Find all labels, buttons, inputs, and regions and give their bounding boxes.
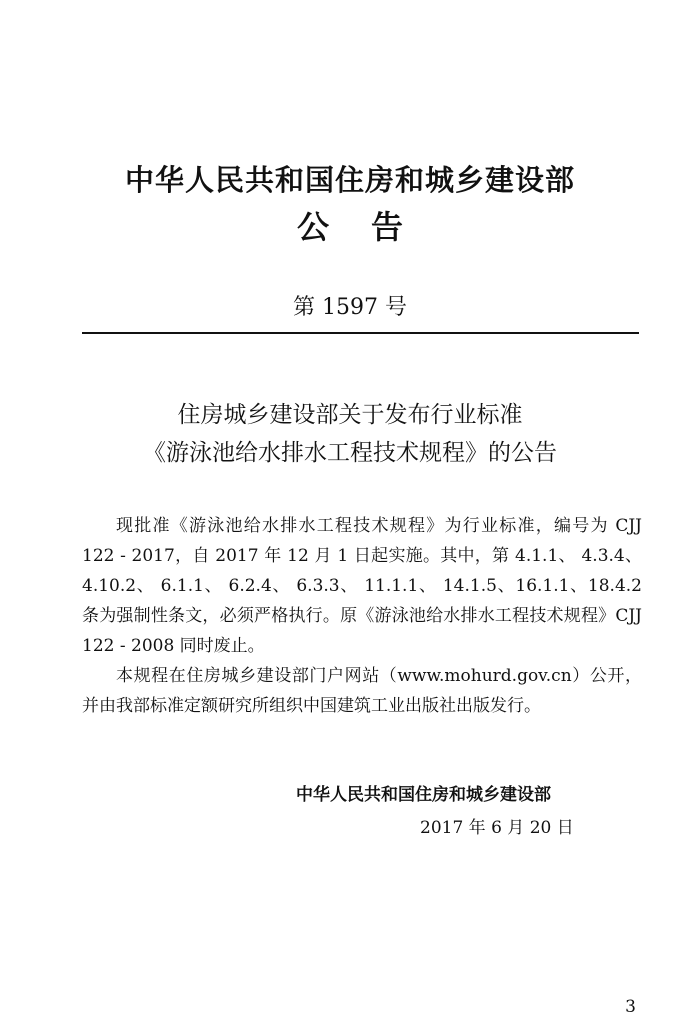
signature-organization: 中华人民共和国住房和城乡建设部 bbox=[296, 785, 551, 805]
notice-body bbox=[82, 511, 642, 721]
ministry-title: 中华人民共和国住房和城乡建设部 bbox=[124, 163, 575, 197]
body-paragraph-2: 本规程在住房城乡建设部门户网站（www.mohurd.gov.cn）公开，并由我部标准定额研究所组织中国建筑工业出版社出版发行。 bbox=[82, 666, 642, 716]
subject-line-1: 住房城乡建设部关于发布行业标准 bbox=[177, 402, 523, 428]
body-paragraph-1: 现批准《游泳池给水排水工程技术规程》为行业标准，编号为 CJJ 122 - 2017，自 2017 年 12 月 1 日起实施。其中，第 4.1.1、 4.3.4、 4.10.2、 6.1.1、 6.2.4、 6.3.3、 11.1.1、 14.1.5、16.1.1、18.4.2 条为强制性条文，必须严格执行。原《游泳池给水排水工程技术规程》CJJ 122 - 2008 同时废止。 bbox=[82, 516, 642, 656]
notice-subject bbox=[0, 396, 700, 472]
notice-heading: 公告 bbox=[296, 208, 445, 246]
header-divider bbox=[82, 332, 639, 334]
notice-number: 第 1597 号 bbox=[293, 295, 407, 320]
signature-date: 2017 年 6 月 20 日 bbox=[420, 818, 574, 838]
page-number: 3 bbox=[625, 997, 636, 1017]
subject-line-2: 《游泳池给水排水工程技术规程》的公告 bbox=[143, 440, 557, 466]
